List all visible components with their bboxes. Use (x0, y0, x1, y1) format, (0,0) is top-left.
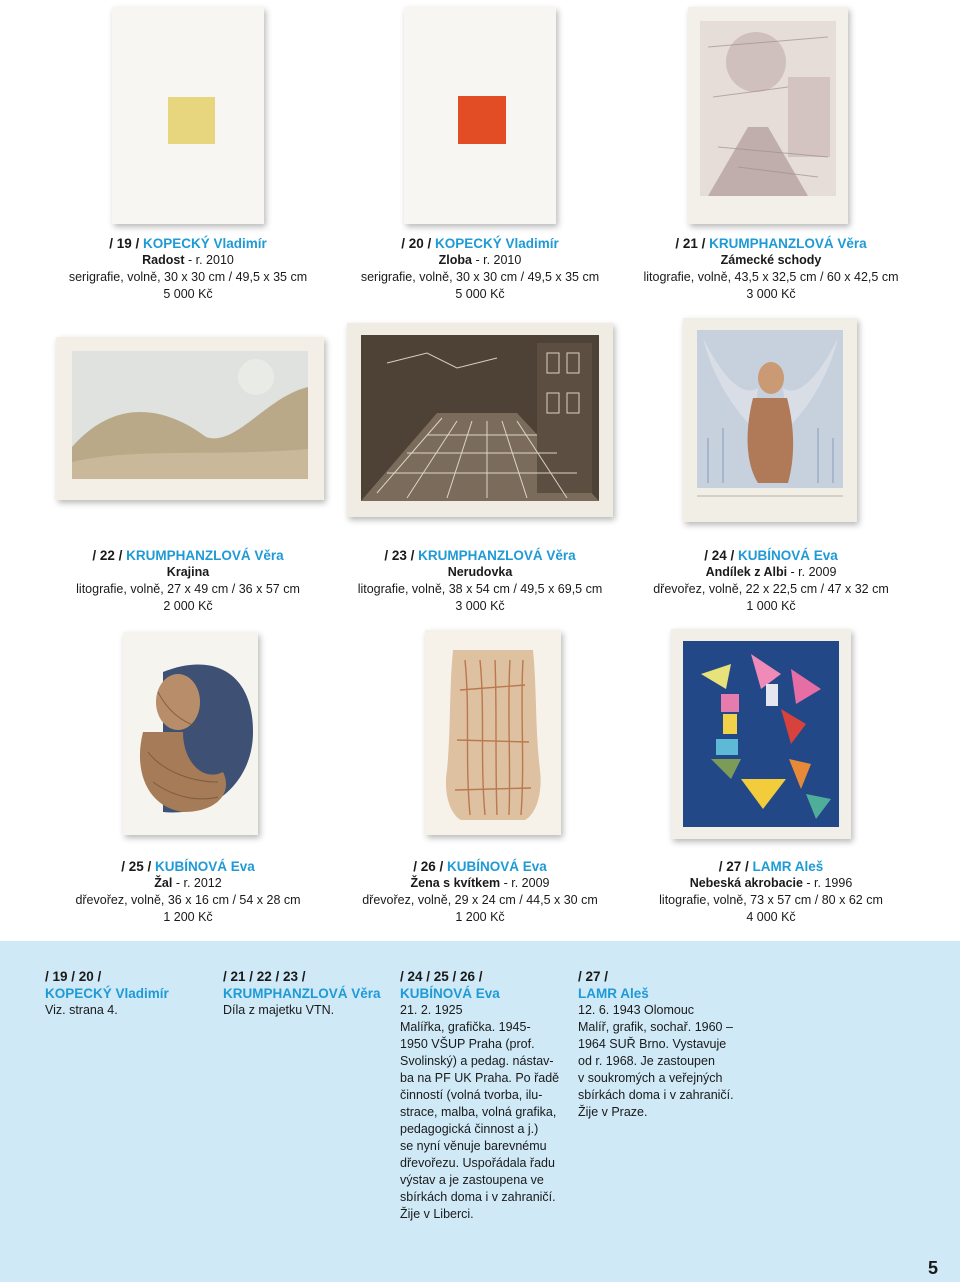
lot-header (38, 547, 338, 564)
lot-title: Zámecké schody (720, 253, 822, 267)
bio-lamr (578, 968, 778, 1121)
lot-title: Andílek z Albi (705, 565, 788, 579)
lot-20 (330, 235, 630, 303)
bio-lot-numbers: / 27 / (578, 969, 609, 984)
lot-artist: KRUMPHANZLOVÁ Věra (126, 548, 284, 563)
lot-medium: serigrafie, volně, 30 x 30 cm / 49,5 x 35 cm (68, 270, 308, 284)
artwork-zal (123, 632, 258, 835)
bio-text: 12. 6. 1943 Olomouc Malíř, grafik, sochař. 1960 – 1964 SUŘ Brno. Vystavuje od r. 1968. Je zastoupen v soukromých a veřejných sbírkách doma i v zahraničí. Žije v Praze. (578, 1003, 734, 1119)
lot-number: / 24 / (704, 548, 735, 563)
lot-title: Radost (142, 253, 185, 267)
page-number: 5 (927, 1258, 938, 1278)
lot-medium: dřevořez, volně, 36 x 16 cm / 54 x 28 cm (75, 893, 301, 907)
lot-number: / 25 / (121, 859, 152, 874)
artwork-zamecke-schody (688, 7, 848, 224)
lot-number: / 20 / (401, 236, 432, 251)
lot-header (330, 235, 630, 252)
lot-number: / 22 / (92, 548, 123, 563)
lot-artist: KUBÍNOVÁ Eva (155, 859, 255, 874)
lot-artist: KOPECKÝ Vladimír (435, 236, 559, 251)
red-square (458, 96, 506, 144)
lot-24 (621, 547, 921, 615)
bio-artist-name: KUBÍNOVÁ Eva (400, 986, 500, 1001)
bio-artist-name: KRUMPHANZLOVÁ Věra (223, 986, 381, 1001)
lot-title-line (330, 252, 630, 269)
lot-year: - r. 2009 (787, 565, 837, 579)
artwork-radost (112, 7, 264, 224)
lot-title-line (38, 564, 338, 581)
lot-year: - r. 2012 (172, 876, 222, 890)
lot-medium: litografie, volně, 73 x 57 cm / 80 x 62 cm (659, 893, 883, 907)
bio-artist-name: LAMR Aleš (578, 986, 649, 1001)
lot-medium: litografie, volně, 43,5 x 32,5 cm / 60 x 42,5 cm (643, 270, 899, 284)
artwork-zloba (404, 7, 556, 224)
bio-krumphanzlova (223, 968, 393, 1019)
lot-25 (38, 858, 338, 926)
lot-price: 3 000 Kč (455, 599, 505, 613)
lot-year: - r. 2009 (500, 876, 550, 890)
artwork-nerudovka (347, 323, 613, 517)
lot-title: Krajina (166, 565, 210, 579)
bio-text: Díla z majetku VTN. (223, 1003, 335, 1017)
lot-title-line (38, 252, 338, 269)
lot-number: / 23 / (384, 548, 415, 563)
lot-price: 4 000 Kč (746, 910, 796, 924)
lot-artist: KUBÍNOVÁ Eva (738, 548, 838, 563)
lot-title-line (621, 875, 921, 892)
lot-title-line (38, 875, 338, 892)
bio-artist-name: KOPECKÝ Vladimír (45, 986, 169, 1001)
lot-price: 3 000 Kč (746, 287, 796, 301)
lot-number: / 19 / (109, 236, 140, 251)
lot-number: / 27 / (718, 859, 749, 874)
lot-price: 5 000 Kč (163, 287, 213, 301)
lot-price: 1 000 Kč (746, 599, 796, 613)
lot-year: - r. 2010 (184, 253, 234, 267)
artwork-krajina (56, 337, 324, 500)
bio-text: Viz. strana 4. (45, 1003, 118, 1017)
lot-26 (330, 858, 630, 926)
lot-title: Nerudovka (447, 565, 513, 579)
lot-title-line (621, 252, 921, 269)
lot-23 (330, 547, 630, 615)
bio-lot-numbers: / 24 / 25 / 26 / (400, 969, 483, 984)
lot-year: - r. 1996 (802, 876, 853, 890)
lot-number: / 21 / (675, 236, 706, 251)
lot-header (621, 858, 921, 875)
lot-artist: KUBÍNOVÁ Eva (447, 859, 547, 874)
artwork-nebeska-akrobacie (671, 629, 851, 839)
bio-text: 21. 2. 1925 Malířka, grafička. 1945- 1950 VŠUP Praha (prof. Svolinský) a pedag. nástav- ba na PF UK Praha. Po řadě činností (volná tvorba, ilu- strace, malba, volná grafika, pedagogická činnost a j.) se nyní věnuje barevnému dřevořezu. Uspořádala řadu výstav a je zastoupena ve sbírkách doma i v zahraničí. Žije v Liberci. (400, 1003, 560, 1221)
lot-price: 5 000 Kč (455, 287, 505, 301)
lot-header (38, 235, 338, 252)
lot-header (621, 235, 921, 252)
lot-header (330, 858, 630, 875)
lot-artist: KRUMPHANZLOVÁ Věra (709, 236, 867, 251)
lot-medium: dřevořez, volně, 22 x 22,5 cm / 47 x 32 cm (653, 582, 889, 596)
lot-title: Zloba (438, 253, 472, 267)
lot-price: 1 200 Kč (455, 910, 505, 924)
lot-header (621, 547, 921, 564)
lot-title-line (330, 875, 630, 892)
lot-medium: litografie, volně, 38 x 54 cm / 49,5 x 69,5 cm (357, 582, 603, 596)
artwork-zena-s-kvitkem (425, 630, 561, 835)
lot-artist: KOPECKÝ Vladimír (143, 236, 267, 251)
lot-21 (621, 235, 921, 303)
bio-kopecky (45, 968, 205, 1019)
lot-price: 2 000 Kč (163, 599, 213, 613)
artwork-andilek-z-albi (683, 318, 857, 522)
bio-lot-numbers: / 21 / 22 / 23 / (223, 969, 306, 984)
lot-medium: dřevořez, volně, 29 x 24 cm / 44,5 x 30 cm (362, 893, 598, 907)
lot-title: Nebeská akrobacie (689, 876, 803, 890)
lot-title: Žena s kvítkem (410, 876, 501, 890)
yellow-square (168, 97, 215, 144)
lot-header (330, 547, 630, 564)
lot-artist: LAMR Aleš (752, 859, 824, 874)
bio-lot-numbers: / 19 / 20 / (45, 969, 102, 984)
lot-22 (38, 547, 338, 615)
lot-medium: litografie, volně, 27 x 49 cm / 36 x 57 cm (76, 582, 300, 596)
lot-header (38, 858, 338, 875)
lot-27 (621, 858, 921, 926)
lot-year: - r. 2010 (472, 253, 522, 267)
lot-title-line (330, 564, 630, 581)
lot-artist: KRUMPHANZLOVÁ Věra (418, 548, 576, 563)
lot-number: / 26 / (413, 859, 444, 874)
lot-19 (38, 235, 338, 303)
lot-title-line (621, 564, 921, 581)
lot-title: Žal (154, 876, 173, 890)
lot-medium: serigrafie, volně, 30 x 30 cm / 49,5 x 35 cm (360, 270, 600, 284)
lot-price: 1 200 Kč (163, 910, 213, 924)
bio-kubinova (400, 968, 570, 1223)
